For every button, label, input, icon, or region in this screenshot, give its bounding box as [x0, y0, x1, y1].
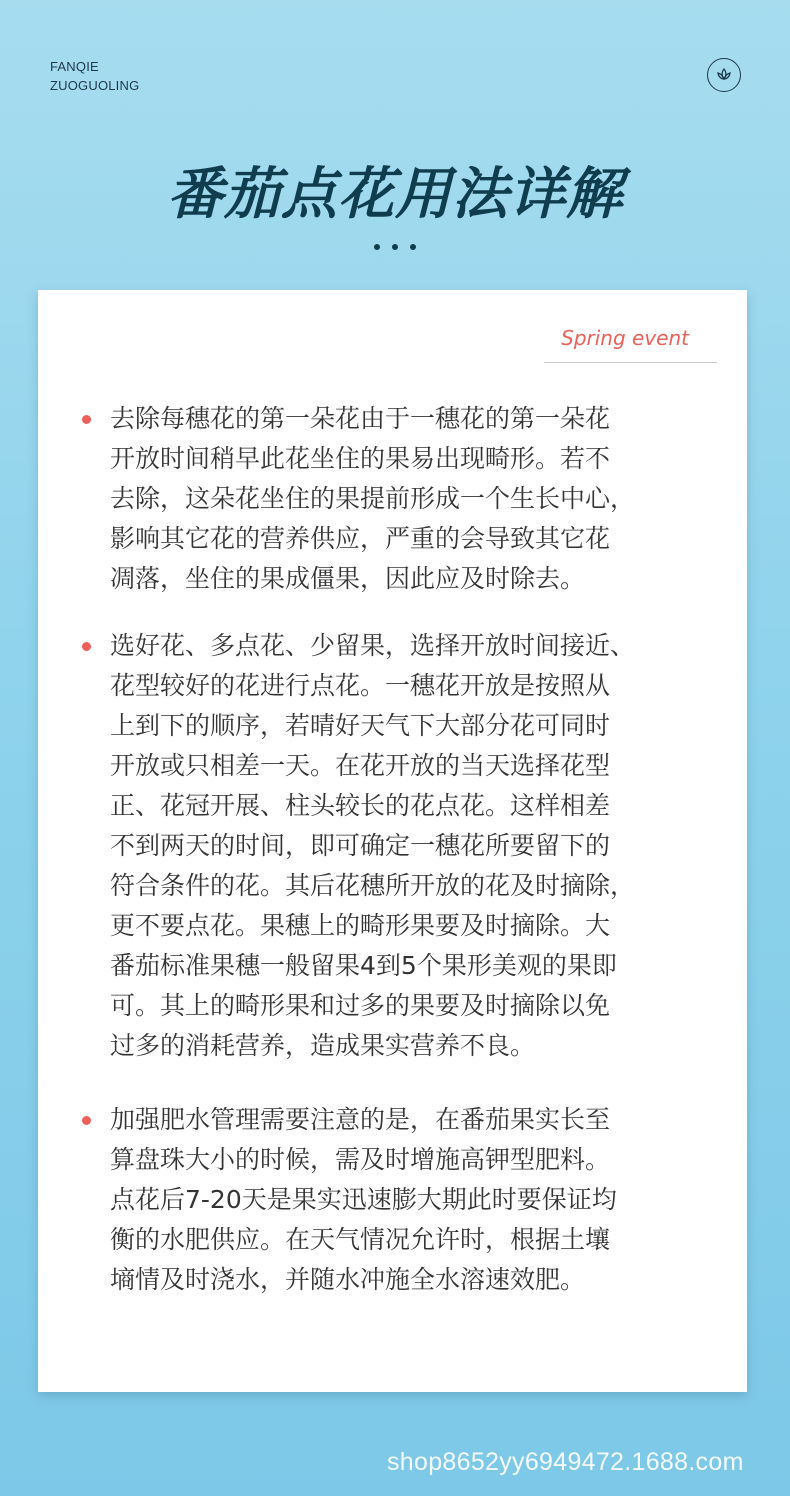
list-item-text: 加强肥水管理需要注意的是，在番茄果实长至 算盘珠大小的时候，需及时增施高钾型肥料。 点花后7-20天是果实迅速膨大期此时要保证均 衡的水肥供应。在天气情况允许时，根据土壤 墒情及时浇水，并随水冲施全水溶速效肥。	[110, 1105, 617, 1294]
watermark-url: shop8652yy6949472.1688.com	[387, 1448, 744, 1476]
divider-dot	[392, 244, 398, 250]
brand-line-2: ZUOGUOLING	[50, 78, 140, 93]
list-item-text: 去除每穗花的第一朵花由于一穗花的第一朵花 开放时间稍早此花坐住的果易出现畸形。若不 去除，这朵花坐住的果提前形成一个生长中心， 影响其它花的营养供应，严重的会导致其它花 凋落，坐住的果成僵果，因此应及时除去。	[110, 404, 636, 593]
content-card	[38, 290, 747, 1392]
event-tag	[544, 324, 717, 363]
lotus-icon-glyph	[716, 68, 732, 82]
divider-dot	[374, 244, 380, 250]
divider-dot	[410, 244, 416, 250]
brand-logo-text	[50, 57, 139, 95]
lotus-icon	[707, 58, 741, 92]
bullet-dot-icon	[82, 642, 91, 651]
brand-line-1: FANQIE	[50, 59, 99, 74]
list-item-text: 选好花、多点花、少留果，选择开放时间接近、 花型较好的花进行点花。一穗花开放是按照从 上到下的顺序，若晴好天气下大部分花可同时 开放或只相差一天。在花开放的当天选择花型 正、花冠开展、柱头较长的花点花。这样相差 不到两天的时间，即可确定一穗花所要留下的 符合条件的花。其后花穗所开放的花及时摘除， 更不要点花。果穗上的畸形果要及时摘除。大 番茄标准果穗一般留果4到5个果形美观的果即 可。其上的畸形果和过多的果要及时摘除以免 过多的消耗营养，造成果实营养不良。	[110, 631, 636, 1060]
page-title: 番茄点花用法详解	[167, 162, 623, 227]
bullet-dot-icon	[82, 415, 91, 424]
bullet-dot-icon	[82, 1116, 91, 1125]
event-tag-label: Spring event	[561, 326, 689, 350]
title-divider-dots	[0, 244, 790, 250]
